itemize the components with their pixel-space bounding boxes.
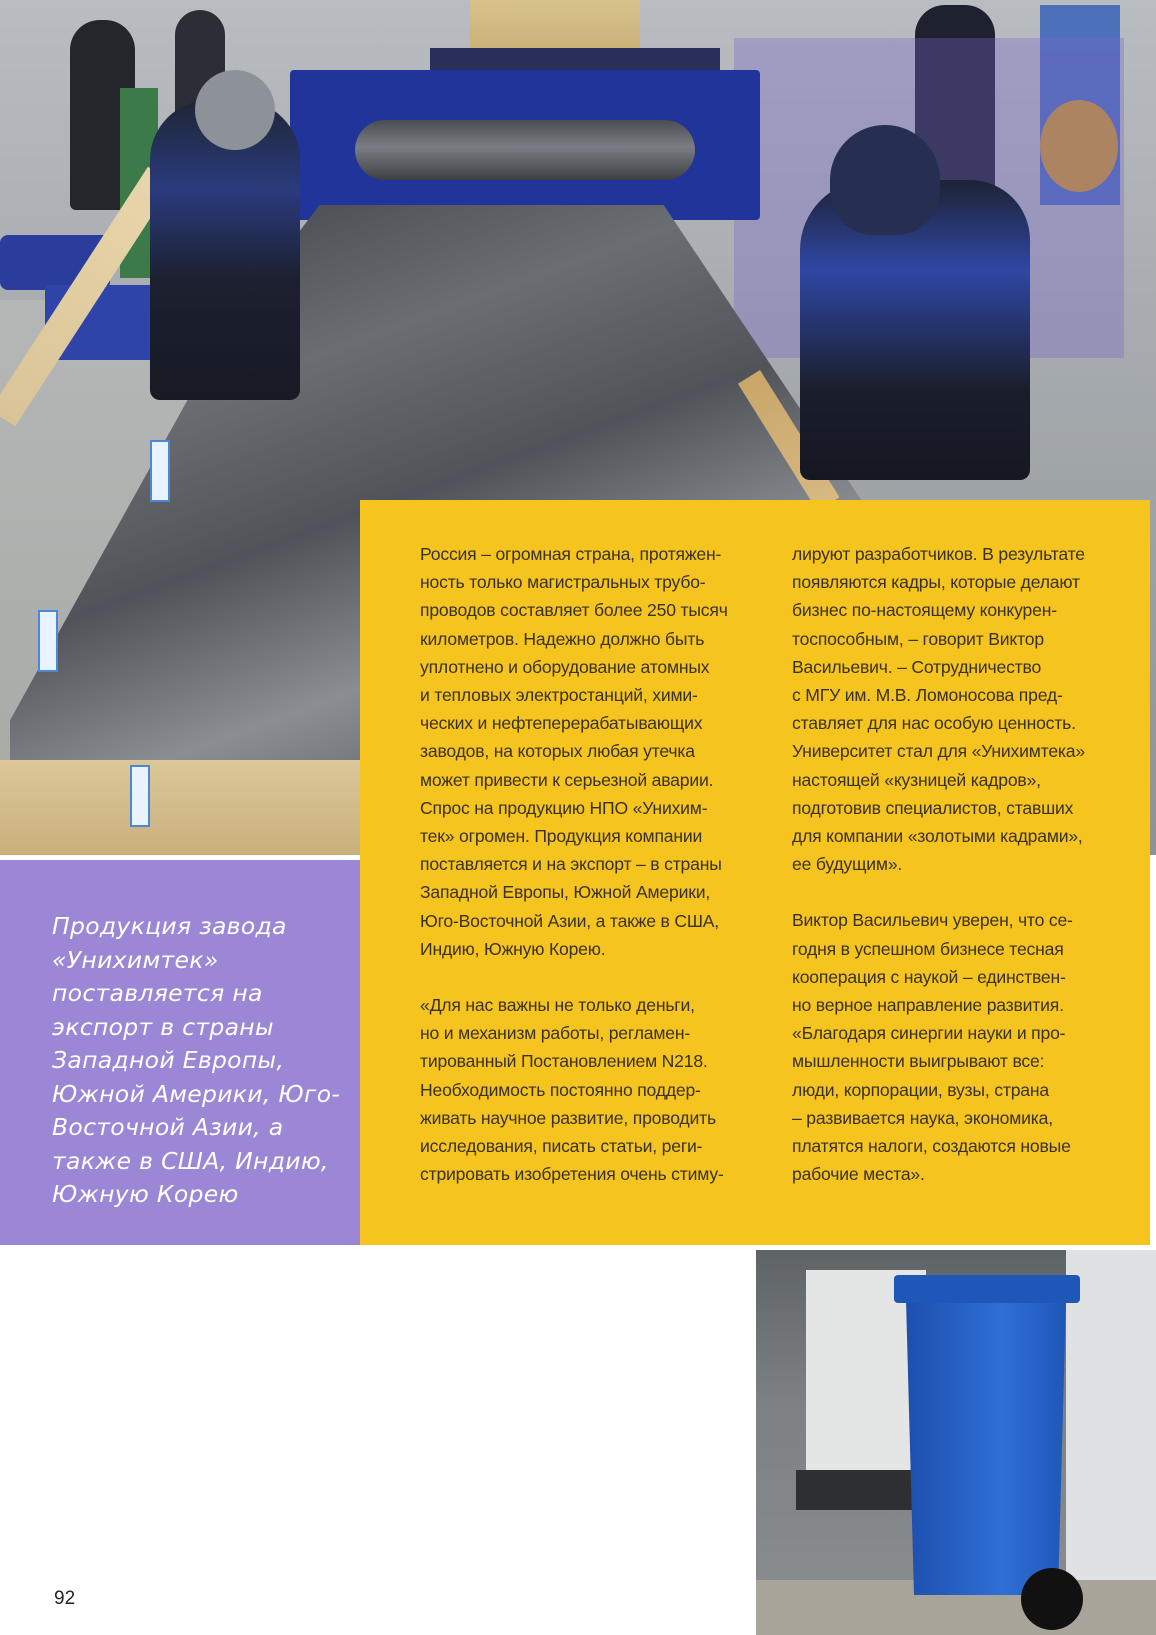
photo-blue-bin [906,1300,1066,1595]
article-paragraph: лируют разработчиков. В результате появляются кадры, которые делают бизнес по-настоящему конкурен- тоспособным, – говорит Виктор Васильевич. – Сотрудничество с МГУ им. М.В. Ломоносова пред- ставляет для нас особую ценность. Университет стал для «Унихимтека» настоящей «кузницей кадров», подготовив специалистов, ставших для компании «золотыми кадрами», ее будущим». [792,544,1085,875]
pull-quote-box [0,860,365,1245]
pull-quote: Продукция завода «Унихимтек» поставляется на экспорт в страны Западной Европы, Южной Америки, Юго- Восточной Азии, а также в США, Индию, Южную Корею [52,912,341,1208]
photo-machine-roller [355,120,695,180]
article-paragraph: Россия – огромная страна, протяжен- ность только магистральных трубо- проводов составляет более 250 тысяч километров. Надежно должно быть уплотнено и оборудование атомных и тепловых электростанций, хими- ческих и нефтеперерабатывающих заводов, на которых любая утечка может привести к серьезной аварии. Спрос на продукцию НПО «Унихим- тек» огромен. Продукция компании поставляется и на экспорт – в страны Западной Европы, Южной Америки, Юго-Восточной Азии, а также в США, Индию, Южную Корею. [420,544,728,959]
article-column-right [792,540,1112,1216]
page-number: 92 [54,1588,76,1609]
article-paragraph: Виктор Васильевич уверен, что се- годня в успешном бизнесе тесная кооперация с наукой – единствен- но верное направление развития. «Благодаря синергии науки и про- мышленности выигрывают все: люди, корпорации, вузы, страна – развивается наука, экономика, платятся налоги, создаются новые рабочие места». [792,910,1073,1185]
article-column-left [420,540,740,1216]
photo-worker-cap [830,125,940,235]
photo-strap [38,610,58,672]
factory-photo-bottom [756,1250,1156,1635]
photo-worker-cap [195,70,275,150]
photo-blue-bin-lid [894,1275,1080,1303]
photo-strap [130,765,150,827]
photo-bin-wheel [1021,1568,1083,1630]
photo-machine-frame [430,48,720,70]
photo-strap [150,440,170,502]
photo-wood-crate [0,760,360,855]
article-text-panel [360,500,1150,1245]
article-paragraph: «Для нас важны не только деньги, но и механизм работы, регламен- тированный Постановлением N218. Необходимость постоянно поддер- живать научное развитие, проводить исследования, писать статьи, реги- стрировать изобретения очень стиму- [420,995,724,1185]
